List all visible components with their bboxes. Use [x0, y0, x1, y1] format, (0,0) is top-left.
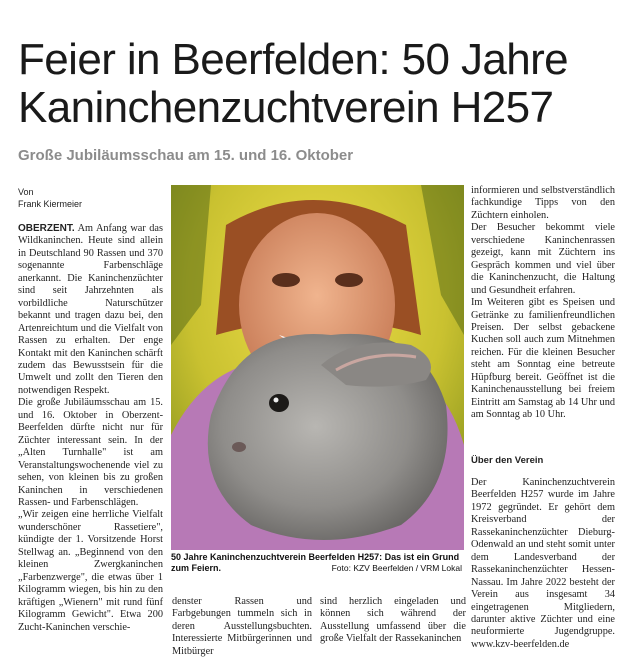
paragraph-1-text: Am Anfang war das Wildkaninchen. Heute sind allein in Deutschland 90 Rassen und 370 sogenannte Farbenschläge anerkannt. Die Kaninchenzüchter sind seit Jahrzehnten als vorbildliche Naturschützer bekannt und tragen dazu bei, den Artenreichtum und die Vielfalt von Rassen zu erhalten. Der enge Kontakt mit den Kaninchen schärft zudem das Bewusstsein für die Umwelt und zollt den Tieren den notwendigen Respekt. — [18, 223, 163, 396]
subheadline: Große Jubiläumsschau am 15. und 16. Oktober — [18, 147, 354, 164]
byline-prefix: Von — [18, 187, 34, 197]
photo-caption — [171, 552, 464, 574]
column-3-text: sind herzlich eingeladen und können sich während der Ausstellung umfassend über die große Vielfalt der Rassekaninchen — [320, 596, 466, 645]
column-4-paragraph-4: Der Kaninchenzuchtverein Beerfelden H257 wurde im Jahre 1972 gegründet. Er gehört dem Kreisverband der Rassekaninchenzüchter Dieburg-Odenwald an und steht somit unter dem Landesverband der Rassekaninchenzüchter Hessen-Nassau. Im Jahre 2022 besteht der Verein aus insgesamt 34 eingetragenen Mitgliedern, darunter aktive Züchter und eine neuformierte Jugendgruppe. www.kzv-beerfelden.de — [471, 477, 615, 650]
headline — [18, 36, 618, 132]
byline — [18, 186, 82, 210]
column-4-paragraph-3: Im Weiteren gibt es Speisen und Getränke zu familienfreundlichen Preisen. Der selbst gebackene Kuchen soll auch zum Mitnehmen reichen. Für die kleinen Besucher steht am Sonntag eine betreute Hüpfburg bereit. Geöffnet ist die Kaninchenausstellung bei freiem Eintritt am Samstag ab 14 Uhr und am Sonntag ab 10 Uhr. — [471, 297, 615, 421]
article-photo — [171, 185, 464, 550]
column-4-paragraph-1: informieren und selbstverständlich fachkundige Tipps von den Züchtern einholen. — [471, 185, 615, 221]
article-column-2 — [172, 596, 312, 658]
paragraph-2: Die große Jubiläumsschau am 15. und 16. Oktober in Oberzent-Beerfelden dürfte nicht nur für Züchter interessant sein. In der „Alten Turnhalle" ist am Veranstaltungswochenende viel zu sehen, von kleinen bis zu großen Kaninchen in verschiedenen Rassen- und Farbenschlägen. — [18, 397, 163, 508]
article-column-1 — [18, 223, 163, 634]
paragraph-3: „Wir zeigen eine herrliche Vielfalt wunderschöner Rassetiere", kündigte der 1. Vorsitzende Horst Stellwag an. „Beginnend von den kleinen Zwergkaninchen „Farbenzwerge", die etwas über 1 Kilogramm wiegen, bis hin zu den kräftigen „Wienern" mit rund fünf Kilogramm Gewicht". Etwa 200 Zucht-Kaninchen verschie- — [18, 509, 163, 633]
article-column-4-bottom — [471, 477, 615, 651]
section-heading-about: Über den Verein — [471, 455, 544, 466]
byline-author: Frank Kiermeier — [18, 199, 83, 209]
column-4-paragraph-2: Der Besucher bekommt viele verschiedene Kaninchenrassen gezeigt, kann mit Züchtern ins Gespräch kommen und viel über die Kaninchenzucht, die Haltung und Gesundheit erfahren. — [471, 222, 615, 296]
article-column-4 — [471, 185, 615, 422]
dateline: OBERZENT. — [18, 223, 75, 234]
headline-line-1: Feier in Beerfelden: 50 Jahre — [18, 35, 569, 84]
column-2-text: denster Rassen und Farbgebungen tummeln sich in deren Ausstellungsbuchten. Interessierte Mitbürgerinnen und Mitbürger — [172, 596, 312, 657]
photo-credit: Foto: KZV Beerfelden / VRM Lokal — [331, 563, 462, 573]
headline-line-2: Kaninchenzuchtverein H257 — [18, 83, 554, 132]
paragraph-1 — [18, 223, 163, 397]
caption-text: 50 Jahre Kaninchenzuchtverein Beerfelden H257: Das ist ein Grund zum Feiern. — [171, 552, 460, 573]
article-column-3 — [320, 596, 466, 646]
